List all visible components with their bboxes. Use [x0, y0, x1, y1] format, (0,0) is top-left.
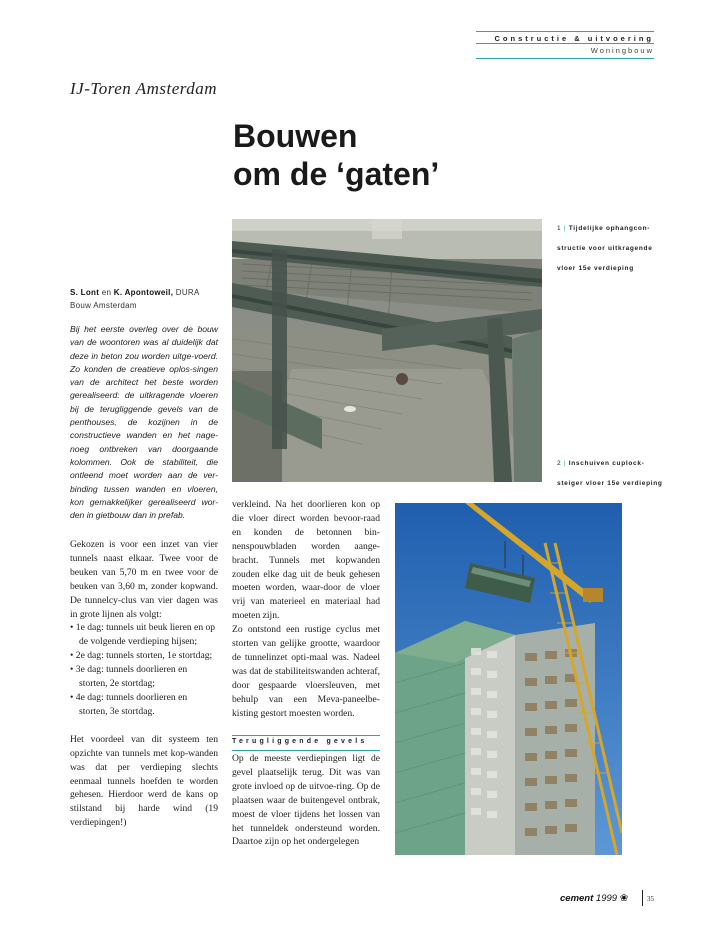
body-paragraph-4: Zo ontstond een rustige cyclus met storten van gelijke grootte, waardoor de tunnelinzet opti-maal was. Nadeel was dat de stabiliteitswanden achteraf, door gespaarde vloersleuven, met behulp van een Meva-paneelbe-kisting gestort moesten worden.: [232, 624, 380, 719]
subhead-rule-top: [232, 735, 380, 736]
photo-cuplock-scaffold-tower: [395, 503, 622, 855]
caption-separator: |: [563, 460, 569, 467]
photo-temporary-suspension-structure: [232, 219, 542, 482]
body-column-2: [232, 498, 380, 721]
caption-1-line-1: Tijdelijke ophangcon-: [568, 225, 651, 232]
subhead-rule-bottom: [232, 750, 380, 751]
caption-separator: |: [563, 225, 569, 232]
list-item-text: 4e dag: tunnels doorlieren en storten, 3e stortdag.: [75, 691, 188, 717]
footer-magazine-name: cement: [560, 893, 594, 904]
list-item: • 4e dag: tunnels doorlieren en storten, 3e stortdag.: [70, 691, 188, 717]
author-1: S. Lont: [70, 288, 100, 297]
body-paragraph-3: verkleind. Na het doorlieren kon op die vloer direct worden bevoor-raad en konden de betonnen bin-nenspouwbladen worden aange-bracht. Tunnels met kopwanden zouden elke dag uit de beuk gehesen moeten worden, waar-door de vloer vrij van materieel en materiaal had moeten zijn.: [232, 499, 380, 622]
construction-photo-1: [232, 219, 542, 482]
footer-magazine: [560, 893, 628, 904]
body-column-1: [70, 538, 218, 830]
page-number: 35: [647, 895, 654, 903]
caption-2-line-1: Inschuiven cuplock-: [568, 460, 645, 467]
list-item-text: 3e dag: tunnels doorlieren en storten, 2e stortdag;: [75, 664, 188, 690]
body-column-2-continued: [232, 752, 380, 849]
author-2: K. Apontoweil,: [113, 288, 174, 297]
article-intro: Bij het eerste overleg over de bouw van de woontoren was al duidelijk dat deze in beton zou worden uitge-voerd. Zo konden de creatieve oplos-singen van de architect het beste worden gerealiseerd: de uitkragende vloeren bij de terugliggende gevels van de penthouses, de kozijnen in de constructieve wanden en het nage-noeg ontbreken van doorgaande kolommen. Ook de stabiliteit, die ontleend moet worden aan de ver-binding tussen wanden en vloeren, kon gemakkelijker gerealiseerd wor-den in gietbouw dan in prefab.: [70, 324, 218, 521]
list-item: • 1e dag: tunnels uit beuk lieren en op de volgende verdieping hijsen;: [70, 622, 216, 648]
header-category: Constructie & uitvoering: [494, 34, 654, 43]
caption-1: [557, 219, 653, 279]
header-rule-top: [476, 31, 654, 32]
author-org-line-2: Bouw Amsterdam: [70, 300, 137, 310]
author-org-line-1: DURA: [173, 288, 200, 297]
section-title: IJ-Toren Amsterdam: [70, 79, 218, 98]
construction-photo-2: [395, 503, 622, 855]
caption-1-line-2: structie voor uitkragende: [557, 245, 653, 252]
body-paragraph-5: Op de meeste verdiepingen ligt de gevel plaatselijk terug. Dit was van grote invloed op de uitvoe-ring. Op de plaatsen waar de buitengevel ontbrak, moest de vloer tijdens het lossen van het tunneldek ondersteund worden. Daartoe zijn op het ondergelegen: [232, 753, 380, 848]
header-rule-bottom: [476, 58, 654, 59]
body-paragraph-2: Het voordeel van dit systeem ten opzichte van tunnels met kop-wanden was dat per verdieping slechts eenmaal tunnels hoefden te worden gehesen. Hierdoor werd de kans op stilstand bij harde wind (19 verdiepingen!): [70, 733, 218, 829]
body-paragraph-1: Gekozen is voor een inzet van vier tunnels naast elkaar. Twee voor de beuken van 5,70 m en twee voor de beuken van 3,60 m, zonder kopwand. De tunnelcy-clus van vier dagen was in grote lijnen als volgt:: [70, 539, 218, 620]
headline-line-2: om de ‘gaten’: [233, 156, 440, 192]
header-subcategory: Woningbouw: [590, 46, 654, 55]
list-item: • 3e dag: tunnels doorlieren en storten, 2e stortdag;: [70, 664, 188, 690]
footer-divider: [642, 890, 643, 906]
caption-1-line-3: vloer 15e verdieping: [557, 265, 634, 272]
authors-connector: en: [99, 288, 114, 297]
footer-year: 1999: [595, 893, 618, 904]
list-item-text: 1e dag: tunnels uit beuk lieren en op de volgende verdieping hijsen;: [75, 622, 216, 648]
subheading-terugliggende-gevels: Terugliggende gevels: [232, 738, 368, 745]
tunnel-cycle-list: [70, 621, 218, 718]
article-headline: [233, 117, 439, 193]
list-item-text: 2e dag: tunnels storten, 1e stortdag;: [75, 650, 213, 662]
caption-1-number: 1: [557, 225, 562, 232]
headline-line-1: Bouwen: [233, 118, 358, 154]
header-rule-middle: [476, 43, 654, 44]
caption-2: [557, 454, 663, 494]
authors-byline: [70, 287, 220, 312]
list-item: • 2e dag: tunnels storten, 1e stortdag;: [70, 650, 213, 662]
caption-2-number: 2: [557, 460, 562, 467]
caption-2-line-2: steiger vloer 15e verdieping: [557, 480, 663, 487]
flower-icon: ❀: [619, 893, 629, 904]
